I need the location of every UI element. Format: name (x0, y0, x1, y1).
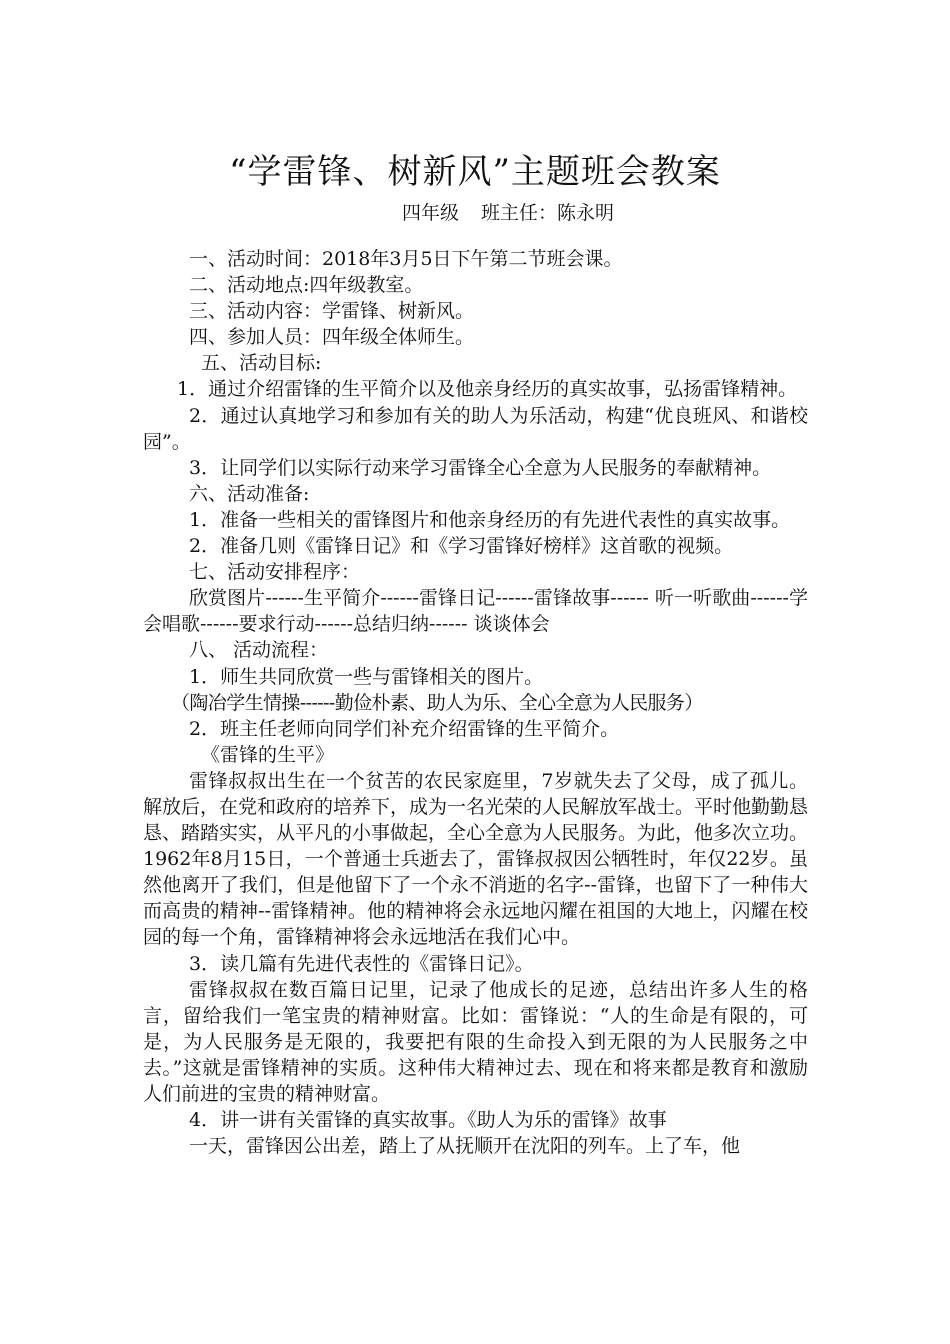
paragraph-preparation-heading: 六、活动准备: (189, 482, 310, 505)
teacher-label: 班主任：陈永明 (481, 202, 615, 224)
document-body (143, 246, 808, 1159)
paragraph-diary: 雷锋叔叔在数百篇日记里，记录了他成长的足迹，总结出许多人生的格言，留给我们一笔宝贵的精神财富。比如：雷锋说：“人的生命是有限的，可是，为人民服务是无限的，我要把有限的生命投入到无限的为人民服务之中去。”这就是雷锋精神的实质。这种伟大精神过去、现在和将来都是教育和激励人们前进的宝贵的精神财富。 (143, 978, 808, 1105)
paragraph-goal-2: 2．通过认真地学习和参加有关的助人为乐活动，构建“优良班风、和谐校园”。 (143, 404, 808, 453)
paragraph-process-heading: 八、 活动流程： (189, 639, 329, 662)
paragraph-process-3: 3．读几篇有先进代表性的《雷锋日记》。 (189, 952, 534, 975)
paragraph-process-1: 1．师生共同欣赏一些与雷锋相关的图片。 (189, 665, 544, 688)
paragraph-process-2: 2．班主任老师向同学们补充介绍雷锋的生平简介。 (189, 717, 620, 740)
paragraph-biography-title: 《雷锋的生平》 (201, 743, 335, 766)
paragraph-goal-1: 1．通过介绍雷锋的生平简介以及他亲身经历的真实故事，弘扬雷锋精神。 (177, 378, 798, 401)
paragraph-preparation-2: 2．准备几则《雷锋日记》和《学习雷锋好榜样》这首歌的视频。 (189, 535, 734, 558)
paragraph-activity-content: 三、活动内容：学雷锋、树新风。 (189, 300, 475, 323)
paragraph-schedule-heading: 七、活动安排程序： (189, 561, 361, 584)
paragraph-schedule: 欣赏图片------生平简介------雷锋日记------雷锋故事------ 听一听歌曲------学会唱歌------要求行动------总结归纳------ 谈谈体会 (143, 587, 808, 636)
grade-label: 四年级 (402, 202, 460, 224)
paragraph-goals-heading: 五、活动目标: (201, 352, 322, 375)
document-subtitle (402, 200, 614, 226)
paragraph-preparation-1: 1．准备一些相关的雷锋图片和他亲身经历的有先进代表性的真实故事。 (189, 508, 791, 531)
paragraph-participants: 四、参加人员：四年级全体师生。 (189, 326, 475, 349)
document-title: “学雷锋、树新风”主题班会教案 (229, 152, 721, 192)
paragraph-process-1-note: （陶冶学生情操------勤俭朴素、助人为乐、全心全意为人民服务） (171, 691, 703, 714)
paragraph-goal-3: 3．让同学们以实际行动来学习雷锋全心全意为人民服务的奉献精神。 (189, 456, 772, 479)
paragraph-process-4: 4．讲一讲有关雷锋的真实故事。《助人为乐的雷锋》故事 (189, 1109, 667, 1132)
paragraph-biography: 雷锋叔叔出生在一个贫苦的农民家庭里，7岁就失去了父母，成了孤儿。解放后，在党和政府的培养下，成为一名光荣的人民解放军战士。平时他勤勤恳恳、踏踏实实，从平凡的小事做起，全心全意为人民服务。为此，他多次立功。1962年8月15日，一个普通士兵逝去了，雷锋叔叔因公牺牲时，年仅22岁。虽然他离开了我们，但是他留下了一个永不消逝的名字--雷锋，也留下了一种伟大而高贵的精神--雷锋精神。他的精神将会永远地闪耀在祖国的大地上，闪耀在校园的每一个角，雷锋精神将会永远地活在我们心中。 (143, 769, 809, 949)
paragraph-story-start: 一天，雷锋因公出差，踏上了从抚顺开在沈阳的列车。上了车，他 (189, 1135, 741, 1158)
paragraph-activity-location: 二、活动地点:四年级教室。 (189, 274, 424, 297)
paragraph-activity-time: 一、活动时间：2018年3月5日下午第二节班会课。 (189, 248, 623, 270)
